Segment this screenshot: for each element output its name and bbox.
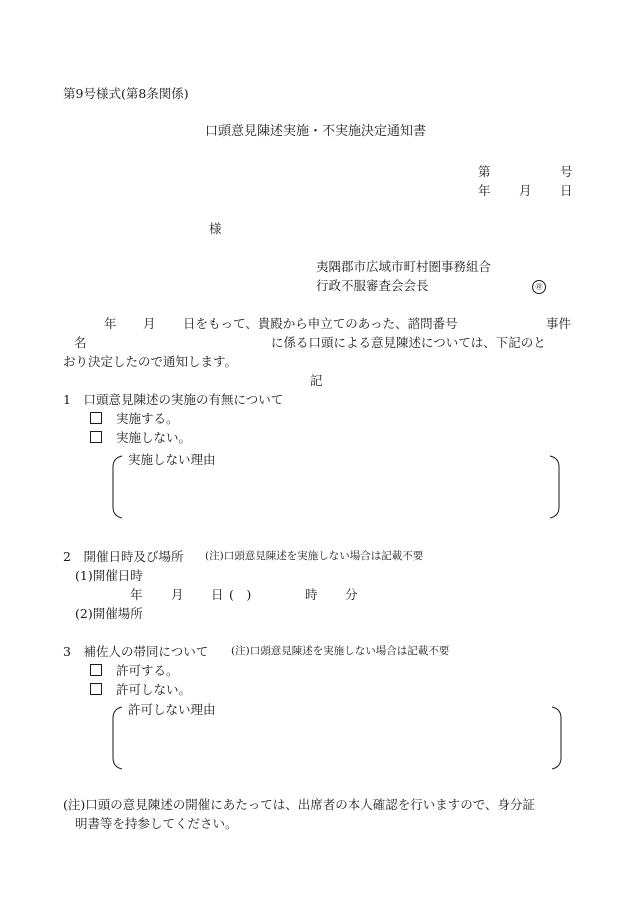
date-month: 月 — [519, 183, 532, 198]
date-day: 日 — [560, 183, 573, 198]
checkbox-not-permit[interactable] — [90, 683, 102, 695]
form-id: 第9号様式(第8条関係) — [63, 86, 189, 101]
ki-heading: 記 — [310, 373, 323, 388]
option-label: 実施する。 — [116, 411, 179, 426]
reason-bracket-right — [550, 706, 564, 770]
section3-option-not-permit[interactable] — [90, 682, 191, 697]
seal-mark — [532, 278, 546, 294]
option-label: 実施しない。 — [116, 430, 192, 445]
section3-reason-label: 許可しない理由 — [128, 702, 216, 717]
checkbox-not-implement[interactable] — [90, 431, 102, 443]
option-label: 許可する。 — [116, 663, 179, 678]
section3-option-permit[interactable] — [90, 663, 179, 678]
footer-note-line2: 明書等を持参してください。 — [75, 816, 238, 831]
body-line2: に係る口頭による意見陳述については、下記のと — [271, 335, 546, 350]
reason-bracket-left — [110, 706, 124, 770]
footer-note-line1: (注)口頭の意見陳述の開催にあたっては、出席者の本人確認を行いますので、身分証 — [63, 797, 536, 812]
reason-bracket-left — [110, 455, 124, 519]
checkbox-implement[interactable] — [90, 412, 102, 424]
section2-note: (注)口頭意見陳述を実施しない場合は記載不要 — [205, 550, 424, 562]
section1-heading: 1 口頭意見陳述の実施の有無について — [63, 392, 284, 407]
seal-icon: ㊞ — [532, 280, 546, 294]
datetime-minute: 分 — [345, 587, 358, 602]
addressee-suffix: 様 — [209, 221, 222, 236]
date-year: 年 — [478, 183, 491, 198]
section1-option-implement[interactable] — [90, 411, 179, 426]
section1-reason-label: 実施しない理由 — [128, 452, 216, 467]
number-suffix: 号 — [560, 164, 573, 179]
option-label: 許可しない。 — [116, 682, 192, 697]
datetime-year: 年 — [130, 587, 143, 602]
section2-sub1: (1)開催日時 — [75, 568, 143, 583]
datetime-day: 日 — [211, 587, 224, 602]
section3-note: (注)口頭意見陳述を実施しない場合は記載不要 — [231, 645, 450, 657]
section3-reason-field[interactable] — [128, 720, 548, 764]
sender-org: 夷隅郡市広域市町村圏事務組合 — [316, 259, 492, 274]
number-prefix: 第 — [478, 164, 491, 179]
body-month: 月 — [143, 316, 156, 331]
reason-bracket-right — [548, 455, 562, 519]
body-case: 事件 — [546, 316, 572, 331]
datetime-hour: 時 — [305, 587, 318, 602]
section1-reason-field[interactable] — [128, 470, 548, 512]
body-day-text: 日をもって、貴殿から申立てのあった、諮問番号 — [183, 316, 458, 331]
body-line3: おり決定したので通知します。 — [63, 354, 238, 369]
section2-sub2: (2)開催場所 — [75, 606, 143, 621]
section3-heading: 3 補佐人の帯同について — [63, 644, 209, 659]
datetime-month: 月 — [171, 587, 184, 602]
section1-option-not-implement[interactable] — [90, 430, 191, 445]
document-title: 口頭意見陳述実施・不実施決定通知書 — [205, 124, 427, 139]
body-year: 年 — [104, 316, 117, 331]
checkbox-permit[interactable] — [90, 664, 102, 676]
datetime-weekday: ( ) — [229, 587, 252, 602]
section2-heading: 2 開催日時及び場所 — [63, 549, 184, 564]
body-name: 名 — [74, 335, 87, 350]
sender-title: 行政不服審査会会長 — [316, 278, 429, 293]
